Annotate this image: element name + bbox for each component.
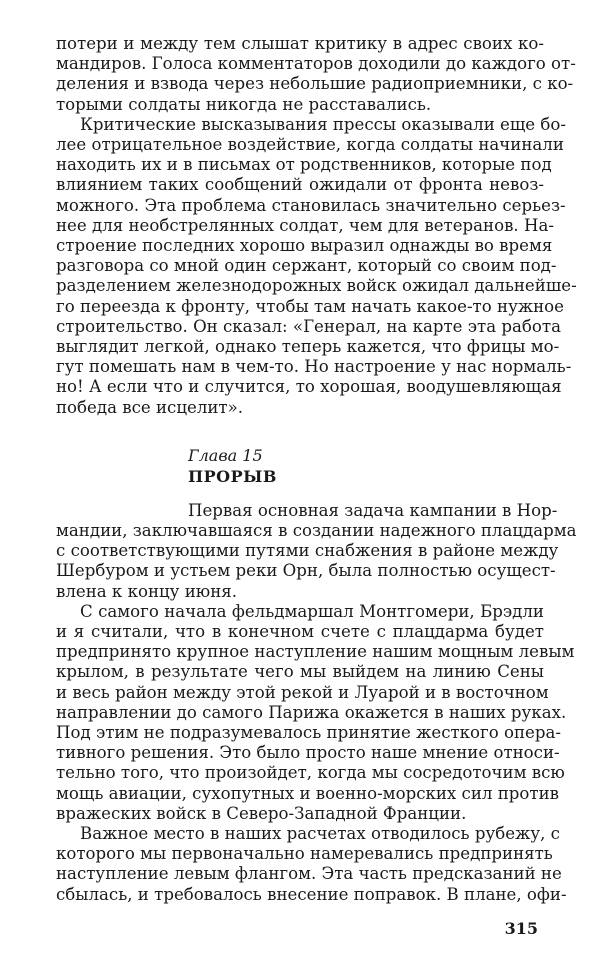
text-line: строение последних хорошо выразил однажды во время xyxy=(56,236,553,255)
text-line: и весь район между этой рекой и Луарой и в восточном xyxy=(56,682,549,702)
text-line: мандиров. Голоса комментаторов доходили до каждого от- xyxy=(56,54,576,74)
text-line: Критические высказывания прессы оказывали еще бо- xyxy=(80,114,566,134)
text-line: и я считали, что в конечном счете с плацдарма будет xyxy=(56,622,544,641)
text-line: лее отрицательное воздействие, когда солдаты начинали xyxy=(56,135,564,154)
text-line: строительство. Он сказал: «Генерал, на карте эта работа xyxy=(56,316,561,336)
text-line: нее для необстрелянных солдат, чем для ветеранов. На- xyxy=(56,215,554,235)
text-line: Первая основная задача кампании в Нор- xyxy=(188,500,558,520)
text-line: тивного решения. Это было просто наше мнение относи- xyxy=(56,743,560,763)
text-line: деления и взвода через небольшие радиоприемники, с ко- xyxy=(56,74,574,94)
text-line: сбылась, и требовалось внесение поправок. В плане, офи- xyxy=(56,884,567,904)
text-line: находить их и в письмах от родственников, которые под xyxy=(56,155,552,175)
text-line: гут помешать нам в чем-то. Но настроение у нас нормаль- xyxy=(56,357,572,377)
text-line: Под этим не подразумевалось принятие жесткого опера- xyxy=(56,723,561,742)
text-line: наступление левым флангом. Эта часть предсказаний не xyxy=(56,864,562,884)
text-line: разделением железнодорожных войск ожидал дальнейше- xyxy=(56,276,577,296)
text-line: Шербуром и устьем реки Орн, была полностью осущест- xyxy=(56,561,556,581)
text-line: предпринято крупное наступление нашим мощным левым xyxy=(56,642,575,662)
text-line: вражеских войск в Северо-Западной Франции. xyxy=(56,803,467,823)
text-line: мощь авиации, сухопутных и военно-морских сил против xyxy=(56,783,559,803)
text-line: с соответствующими путями снабжения в районе между xyxy=(56,541,559,561)
text-line: го переезда к фронту, чтобы там начать какое-то нужное xyxy=(56,296,564,316)
text-line: но! А если что и случится, то хорошая, воодушевляющая xyxy=(56,377,562,397)
text-line: крылом, в результате чего мы выйдем на линию Сены xyxy=(56,662,544,682)
text-line: которого мы первоначально намеревались предпринять xyxy=(56,844,553,864)
chapter-title: ПРОРЫВ xyxy=(188,466,277,486)
text-line: можного. Эта проблема становилась значительно серьез- xyxy=(56,195,566,215)
text-line: мандии, заключавшаяся в создании надежного плацдарма xyxy=(56,521,577,540)
text-line: разговора со мной один сержант, который со своим под- xyxy=(56,256,557,276)
text-line: влена к концу июня. xyxy=(56,581,238,601)
text-line: С самого начала фельдмаршал Монтгомери, Брэдли xyxy=(80,601,544,621)
text-line: влиянием таких сообщений ожидали от фронта невоз- xyxy=(56,175,544,195)
text-line: направлении до самого Парижа окажется в наших руках. xyxy=(56,702,567,722)
text-line: выглядит легкой, однако теперь кажется, что фрицы мо- xyxy=(56,337,560,356)
text-line: потери и между тем слышат критику в адрес своих ко- xyxy=(56,34,544,53)
text-line: Важное место в наших расчетах отводилось рубежу, с xyxy=(80,824,560,843)
book-page xyxy=(56,0,577,965)
text-line: победа все исцелит». xyxy=(56,397,244,417)
text-line: тельно того, что произойдет, когда мы сосредоточим всю xyxy=(56,763,565,783)
text-line: торыми солдаты никогда не расставались. xyxy=(56,94,432,114)
chapter-label: Глава 15 xyxy=(188,445,263,465)
page-number: 315 xyxy=(504,918,538,938)
